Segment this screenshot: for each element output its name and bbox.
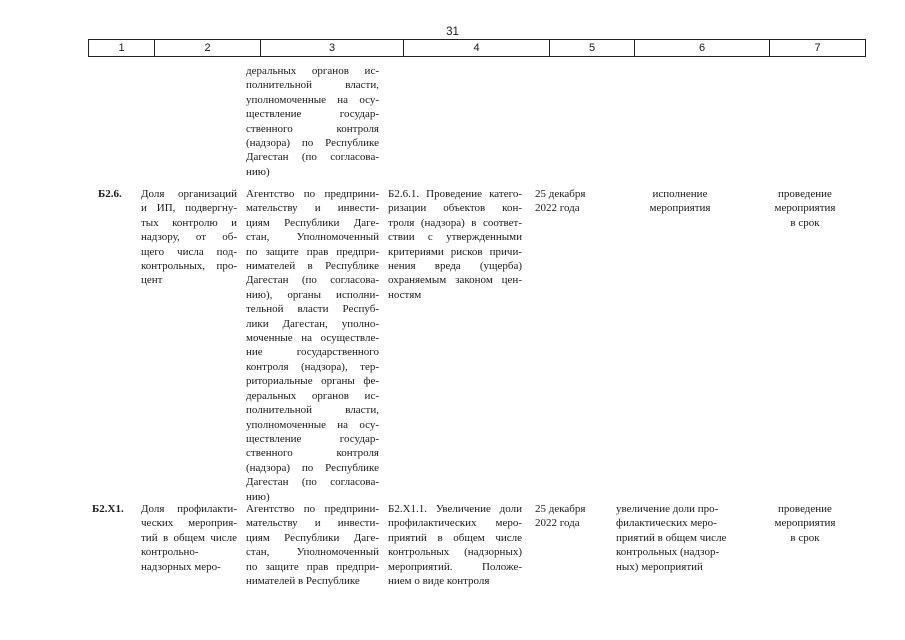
row-code: Б2.Х1. <box>92 503 124 515</box>
continuation-executors: деральных органов ис- полнительной власти, уполномоченные на осу- ществление государ- ственного контроля (надзора) по Республике Дагестан (по согласова- нию) <box>246 65 379 178</box>
row-deadline: 25 декабря 2022 года <box>535 503 586 530</box>
row-indicator: Доля профилакти- ческих мероприя- тий в общем числе контрольно- надзорных меро- <box>141 503 237 573</box>
column-header-3: 3 <box>260 40 403 56</box>
column-header-5: 5 <box>549 40 634 56</box>
row-result: исполнение мероприятия <box>649 188 711 215</box>
row-deadline: 25 декабря 2022 года <box>535 188 586 215</box>
column-header-6: 6 <box>634 40 769 56</box>
row-result: увеличение доли про- филактических меро- приятий в общем числе контрольных (надзор- ных) мероприятий <box>616 503 727 573</box>
row-control: проведение мероприятия в срок <box>774 503 836 544</box>
row-measure: Б2.6.1. Проведение катего- ризации объектов кон- троля (надзора) в соответ- ствии с утвержденными критериями рисков причи- нения вреда (ущерба) охраняемым законом цен- ностям <box>388 188 522 301</box>
row-measure: Б2.Х1.1. Увеличение доли профилактических меро- приятий в общем числе контрольных (надзорных) мероприятий. Положе- нием о виде контроля <box>388 503 522 588</box>
row-executors: Агентство по предприни- мательству и инвести- циям Республики Даге- стан, Уполномоченный по защите прав предпри- нимателей в Республике <box>246 503 379 588</box>
column-header-4: 4 <box>403 40 549 56</box>
row-indicator: Доля организаций и ИП, подвергну- тых контролю и надзору, от об- щего числа под- контрольных, про- цент <box>141 188 237 287</box>
table-header-row <box>88 39 866 57</box>
row-executors: Агентство по предприни- мательству и инвести- циям Республики Даге- стан, Уполномоченный по защите прав предпри- нимателей в Республике Дагестан (по согласова- нию), органы исполни- тельной власти Респуб- лики Дагестан, уполно- моченные на осуществле- ние государственного контроля (надзора), тер- риториальные органы фе- деральных органов ис- полнительной власти, уполномоченные на осу- ществление государ- ственного контроля (надзора) по Республике Дагестан (по согласова- нию) <box>246 188 379 503</box>
row-code: Б2.6. <box>98 188 122 200</box>
column-header-1: 1 <box>88 40 154 56</box>
page-number: 31 <box>446 26 459 38</box>
column-header-7: 7 <box>769 40 866 56</box>
row-control: проведение мероприятия в срок <box>774 188 836 229</box>
column-header-2: 2 <box>154 40 260 56</box>
